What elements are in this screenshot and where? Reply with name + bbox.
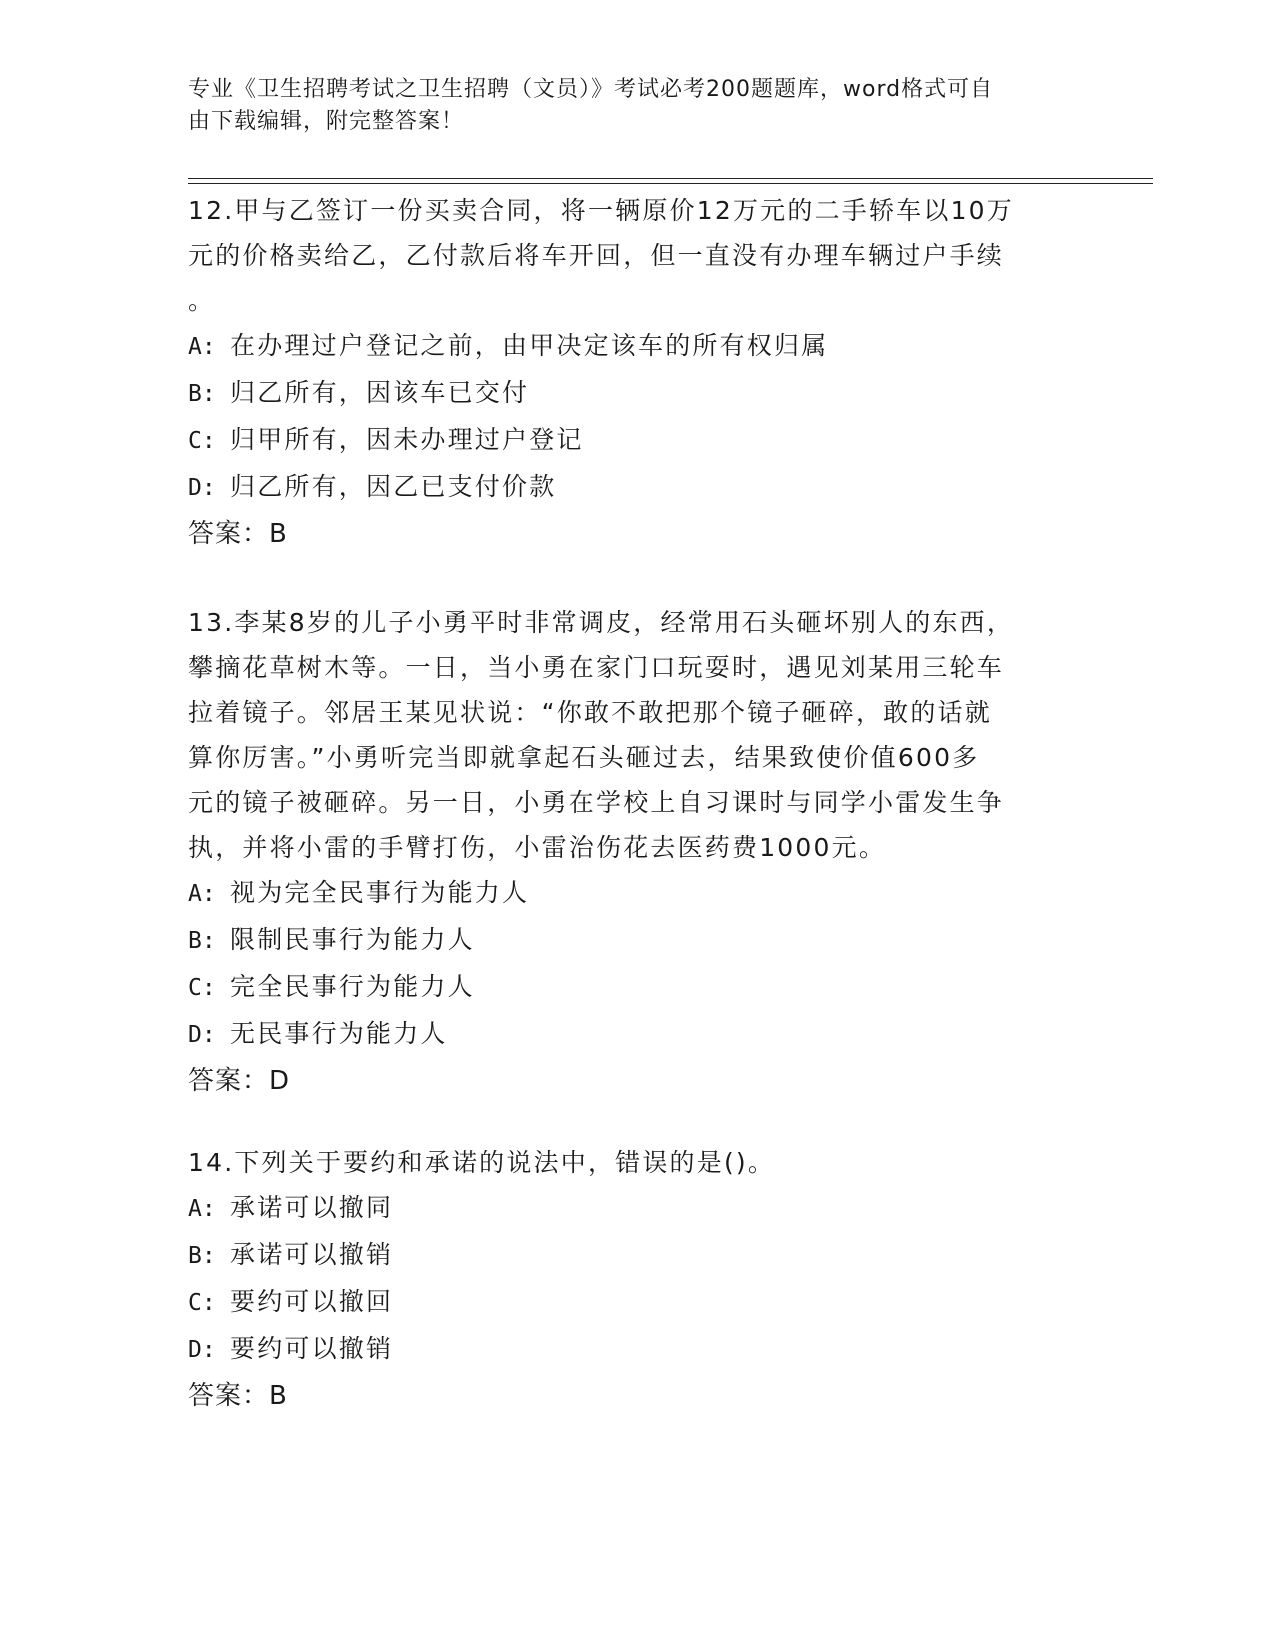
option-text: 限制民事行为能力人 <box>230 925 475 954</box>
option-b <box>188 370 1078 417</box>
header-line-2: 由下载编辑，附完整答案！ <box>188 109 465 134</box>
option-key: D: <box>188 1022 216 1048</box>
option-a <box>188 870 1078 917</box>
option-text: 在办理过户登记之前，由甲决定该车的所有权归属 <box>230 331 829 360</box>
option-text: 无民事行为能力人 <box>230 1019 448 1048</box>
question-stem-line: 13.李某8岁的儿子小勇平时非常调皮，经常用石头砸坏别人的东西， <box>188 608 1015 637</box>
question-stem-line: 元的镜子被砸碎。另一日，小勇在学校上自习课时与同学小雷发生争 <box>188 788 1005 817</box>
option-text: 归甲所有，因未办理过户登记 <box>230 425 584 454</box>
option-text: 要约可以撤销 <box>230 1334 394 1363</box>
option-text: 完全民事行为能力人 <box>230 972 475 1001</box>
option-text: 归乙所有，因该车已交付 <box>230 378 530 407</box>
question-stem-line: 12.甲与乙签订一份买卖合同，将一辆原价12万元的二手轿车以10万 <box>188 196 1014 225</box>
answer: 答案：B <box>188 519 288 549</box>
option-key: D: <box>188 1337 216 1363</box>
option-d <box>188 1011 1078 1058</box>
option-text: 要约可以撤回 <box>230 1287 394 1316</box>
option-b <box>188 917 1078 964</box>
option-text: 视为完全民事行为能力人 <box>230 878 530 907</box>
question-stem-line: 。 <box>188 286 216 315</box>
option-key: B: <box>188 1243 216 1269</box>
option-key: B: <box>188 928 216 954</box>
option-text: 承诺可以撤销 <box>230 1240 394 1269</box>
option-a <box>188 1185 1078 1232</box>
option-key: A: <box>188 334 216 360</box>
option-text: 承诺可以撤同 <box>230 1193 394 1222</box>
option-b <box>188 1232 1078 1279</box>
option-key: A: <box>188 881 216 907</box>
question-stem-line: 执，并将小雷的手臂打伤，小雷治伤花去医药费1000元。 <box>188 833 887 862</box>
option-key: A: <box>188 1196 216 1222</box>
option-key: C: <box>188 975 216 1001</box>
option-d <box>188 464 1078 511</box>
option-key: B: <box>188 381 216 407</box>
option-d <box>188 1326 1078 1373</box>
header-line-1: 专业《卫生招聘考试之卫生招聘（文员）》考试必考200题题库，word格式可自 <box>188 77 994 102</box>
option-text: 归乙所有，因乙已支付价款 <box>230 472 557 501</box>
answer: 答案：D <box>188 1066 291 1096</box>
option-c <box>188 964 1078 1011</box>
question-stem-line: 14.下列关于要约和承诺的说法中，错误的是()。 <box>188 1148 776 1177</box>
option-c <box>188 417 1078 464</box>
question-13 <box>188 600 1078 1104</box>
question-stem-line: 算你厉害。”小勇听完当即就拿起石头砸过去，结果致使价值600多 <box>188 743 980 772</box>
option-a <box>188 323 1078 370</box>
question-14 <box>188 1140 1078 1419</box>
question-stem-line: 元的价格卖给乙，乙付款后将车开回，但一直没有办理车辆过户手续 <box>188 241 1005 270</box>
option-c <box>188 1279 1078 1326</box>
header-rule-bottom <box>188 183 1153 184</box>
answer: 答案：B <box>188 1381 288 1411</box>
question-12 <box>188 188 1078 557</box>
question-stem-line: 拉着镜子。邻居王某见状说：“你敢不敢把那个镜子砸碎，敢的话就 <box>188 698 992 727</box>
header-rule-top <box>188 178 1153 179</box>
option-key: D: <box>188 475 216 501</box>
option-key: C: <box>188 1290 216 1316</box>
question-stem-line: 攀摘花草树木等。一日，当小勇在家门口玩耍时，遇见刘某用三轮车 <box>188 653 1005 682</box>
document-header <box>188 74 1068 138</box>
option-key: C: <box>188 428 216 454</box>
